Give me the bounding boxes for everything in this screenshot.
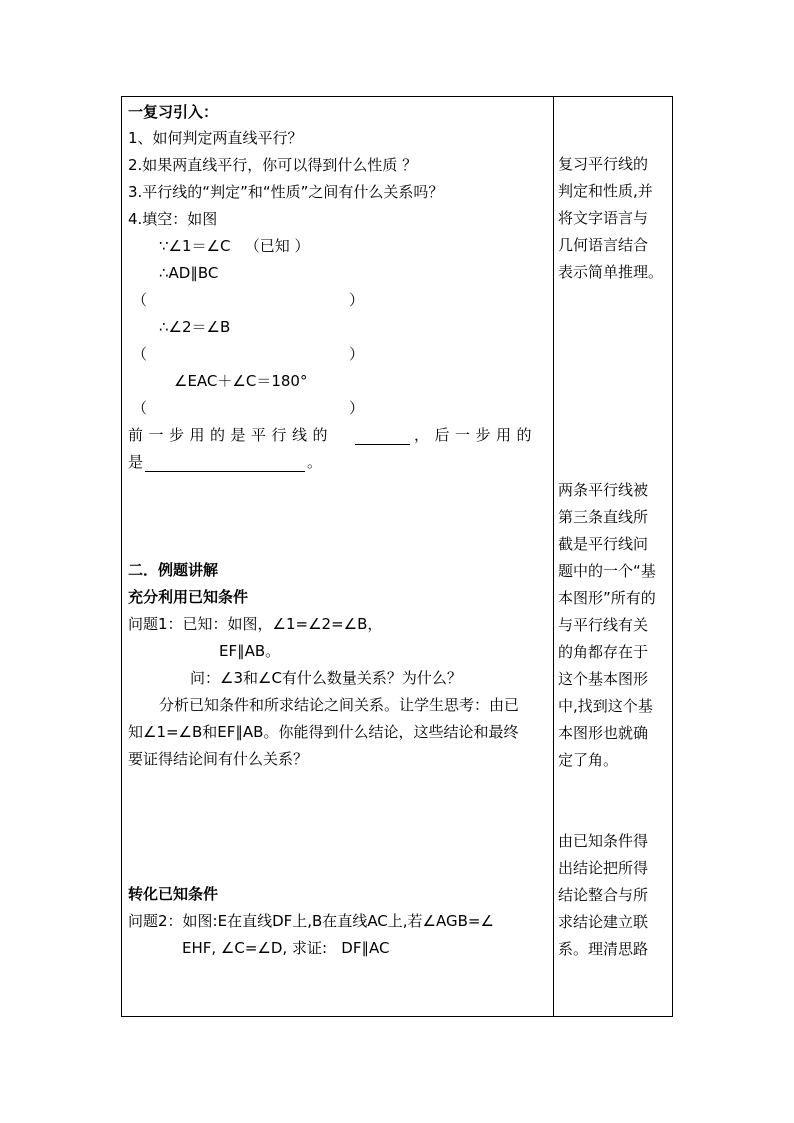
note-line: 与平行线有关 — [558, 616, 649, 634]
note-line: 系。理清思路 — [558, 940, 649, 958]
reason-open-paren: （ — [132, 345, 148, 363]
problem-1-line-1: 问题1：已知：如图，∠1=∠2=∠B， — [128, 615, 383, 633]
reason-close-paren: ） — [349, 291, 365, 309]
note-line: 第三条直线所 — [558, 508, 649, 526]
note-line: 这个基本图形 — [558, 670, 649, 688]
note-line: 中,找到这个基 — [558, 697, 653, 715]
review-question-3: 3.平行线的“判定”和“性质”之间有什么关系吗？ — [128, 183, 444, 201]
note-line: 两条平行线被 — [558, 481, 649, 499]
problem-2-line-1: 问题2：如图:E在直线DF上,B在直线AC上,若∠AGB=∠ — [128, 912, 494, 930]
lesson-table — [121, 96, 673, 1017]
analysis-line-2: 知∠1=∠B和EF∥AB。你能得到什么结论，这些结论和最终 — [128, 723, 519, 741]
note-review — [558, 151, 670, 286]
proof-step-1: ∵∠1＝∠C （已知 ） — [159, 237, 310, 255]
review-question-2: 2.如果两直线平行，你可以得到什么性质 ？ — [128, 156, 418, 174]
reason-open-paren: （ — [132, 291, 148, 309]
fill-sentence-part-a: 前一步用的是平行线的 — [128, 426, 334, 444]
analysis-line-3: 要证得结论间有什么关系？ — [128, 750, 309, 768]
problem-1-line-3: 问：∠3和∠C有什么数量关系？为什么？ — [190, 669, 462, 687]
subheading-use-conditions: 充分利用已知条件 — [128, 588, 249, 606]
subheading-transform-conditions: 转化已知条件 — [128, 885, 219, 903]
review-question-1: 1、如何判定两直线平行？ — [128, 129, 303, 147]
reason-close-paren: ） — [349, 399, 365, 417]
note-line: 复习平行线的 — [558, 155, 649, 173]
review-heading: 一复习引入： — [128, 103, 219, 121]
reason-open-paren: （ — [132, 399, 148, 417]
note-line: 定了角。 — [558, 751, 619, 769]
note-line: 将文字语言与 — [558, 209, 649, 227]
note-line: 本图形也就确 — [558, 724, 649, 742]
reason-close-paren: ） — [349, 345, 365, 363]
note-line: 截是平行线问 — [558, 535, 649, 553]
examples-heading: 二．例题讲解 — [128, 561, 219, 579]
note-line: 结论整合与所 — [558, 886, 649, 904]
note-line: 题中的一个“基 — [558, 562, 656, 580]
proof-step-3: ∴∠2＝∠B — [159, 318, 231, 336]
note-line: 求结论建立联 — [558, 913, 649, 931]
note-basic-figure — [558, 477, 670, 774]
note-line: 几何语言结合 — [558, 236, 649, 254]
proof-step-4: ∠EAC＋∠C＝180° — [174, 372, 308, 390]
note-line: 的角都存在于 — [558, 643, 649, 661]
note-line: 出结论把所得 — [558, 859, 649, 877]
fill-sentence-part-b: ，后一步用的 — [414, 426, 538, 444]
note-reasoning — [558, 828, 670, 963]
fill-blank-2[interactable] — [145, 456, 305, 472]
analysis-line-1: 分析已知条件和所求结论之间关系。让学生思考：由已 — [159, 696, 520, 714]
note-line: 判定和性质,并 — [558, 182, 653, 200]
note-line: 本图形”所有的 — [558, 589, 656, 607]
proof-step-2: ∴AD∥BC — [159, 264, 219, 282]
problem-2-line-2: EHF, ∠C=∠D, 求证: DF∥AC — [182, 939, 390, 957]
column-divider — [553, 97, 554, 1016]
review-question-4: 4.填空：如图 — [128, 210, 218, 228]
fill-blank-1[interactable] — [355, 429, 410, 445]
fill-sentence-part-c: 是 — [128, 453, 144, 471]
note-line: 由已知条件得 — [558, 832, 649, 850]
note-line: 表示简单推理。 — [558, 263, 664, 281]
fill-sentence-end: 。 — [307, 453, 323, 471]
problem-1-line-2: EF∥AB。 — [219, 642, 281, 660]
